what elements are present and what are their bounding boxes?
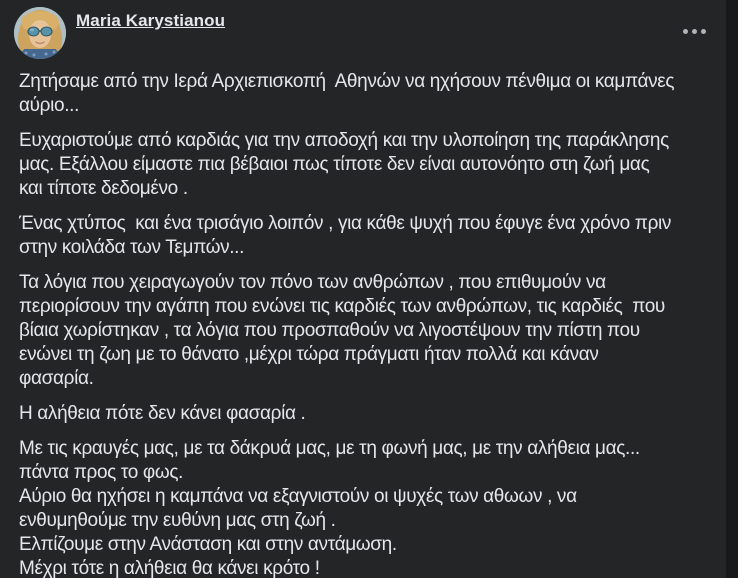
avatar[interactable] <box>14 7 66 59</box>
post-line: βίαια χωρίστηκαν , τα λόγια που προσπαθούν να λιγοστέψουν την πίστη που <box>19 320 640 341</box>
post-line: Η αλήθεια πότε δεν κάνει φασαρία . <box>19 403 306 424</box>
post-paragraph <box>19 212 720 260</box>
post-paragraph <box>19 129 720 201</box>
post-line: Αύριο θα ηχήσει η καμπάνα να εξαγνιστούν οι ψυχές των αθωων , να <box>19 486 577 507</box>
post-line: μας. Εξάλλου είμαστε πια βέβαιοι πως τίποτε δεν είναι αυτονόητο στη ζωή μας <box>19 154 650 175</box>
post-line: πάντα προς το φως. <box>19 462 184 483</box>
post-line: Με τις κραυγές μας, με τα δάκρυά μας, με τη φωνή μας, με την αλήθεια μας... <box>19 438 640 459</box>
post-line: Τα λόγια που χειραγωγούν τον πόνο των ανθρώπων , που επιθυμούν να <box>19 272 606 293</box>
post-line: αύριο... <box>19 95 80 116</box>
post-line: στην κοιλάδα των Τεμπών... <box>19 237 245 258</box>
post-paragraph <box>19 402 720 426</box>
post-line: Ζητήσαμε από την Ιερά Αρχιεπισκοπή Αθηνών να ηχήσουν πένθιμα οι καμπάνες <box>19 71 675 92</box>
post-line: φασαρία. <box>19 368 94 389</box>
post-paragraph <box>19 271 720 391</box>
post-line: και τίποτε δεδομένο . <box>19 178 188 199</box>
post-line: ενώνει τη ζωη με το θάνατο ,μέχρι τώρα πράγματι ήταν πολλά και κάναν <box>19 344 599 365</box>
post-line: ενθυμηθούμε την ευθύνη μας στη ζωή . <box>19 510 336 531</box>
post-body <box>0 59 726 578</box>
page-background-gutter <box>726 0 738 578</box>
post-paragraph <box>19 437 720 578</box>
post-line: Ελπίζουμε στην Ανάσταση και στην αντάμωση. <box>19 534 397 555</box>
post-options-button[interactable] <box>676 21 712 41</box>
post-line: Ένας χτύπος και ένα τρισάγιο λοιπόν , για κάθε ψυχή που έφυγε ένα χρόνο πριν <box>19 213 672 234</box>
avatar-image <box>14 7 66 59</box>
author-name-link[interactable]: Maria Karystianou <box>76 11 226 30</box>
post-line: περιορίσουν την αγάπη που ενώνει τις καρδιές των ανθρώπων, τις καρδιές που <box>19 296 665 317</box>
post-paragraph <box>19 70 720 118</box>
ellipsis-icon <box>683 29 706 34</box>
post-header <box>0 0 726 59</box>
post-line: Ευχαριστούμε από καρδιάς για την αποδοχή και την υλοποίηση της παράκλησης <box>19 130 669 151</box>
post-line: Μέχρι τότε η αλήθεια θα κάνει κρότο ! <box>19 558 320 578</box>
